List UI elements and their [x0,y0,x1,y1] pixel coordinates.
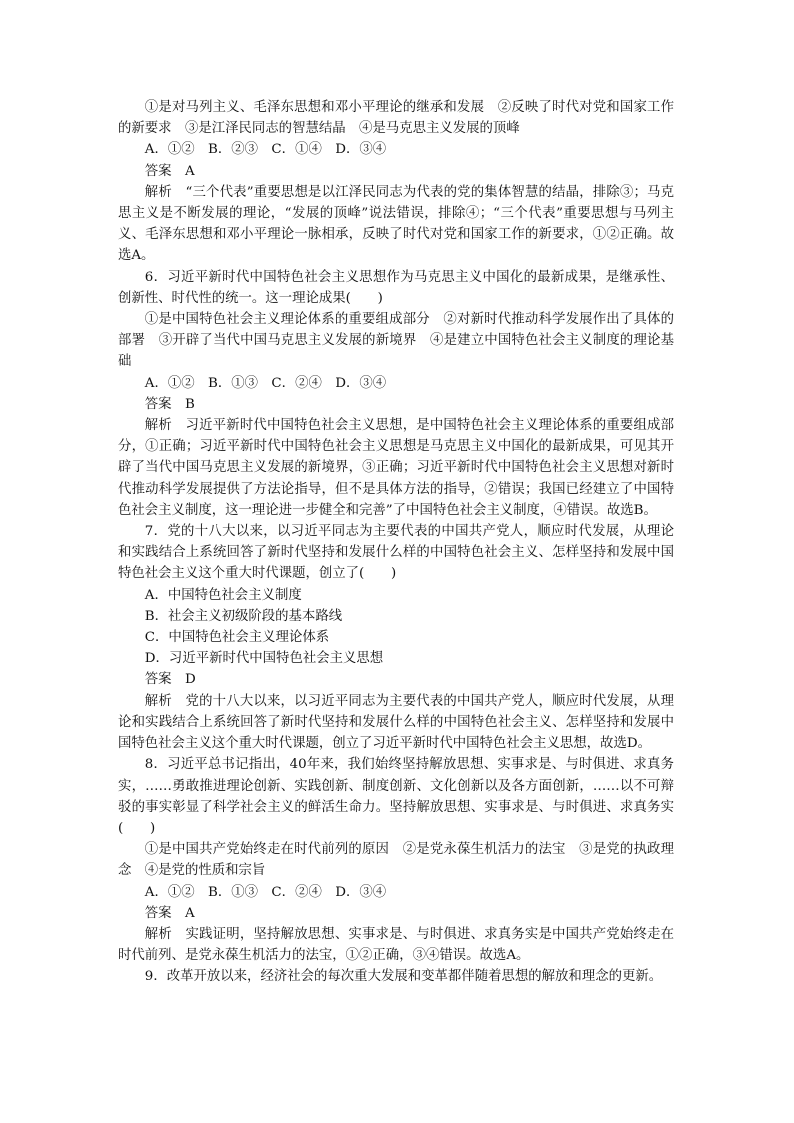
answer-line: 答案 A [144,163,195,179]
paragraph: 7．党的十八大以来，以习近平同志为主要代表的中国共产党人，顺应时代发展，从理论和实践结合上系统回答了新时代坚持和发展什么样的中国特色社会主义、怎样坚持和发展中国特色社会主义这个重大时代课题，创立了( ) [118,524,674,582]
paragraph: ①是对马列主义、毛泽东思想和邓小平理论的继承和发展 ②反映了时代对党和国家工作的新要求 ③是江泽民同志的智慧结晶 ④是马克思主义发展的顶峰 [118,100,674,137]
answer-line: 答案 A [144,905,195,921]
paragraph: 解析 “三个代表”重要思想是以江泽民同志为代表的党的集体智慧的结晶，排除③；马克思主义是不断发展的理论，“发展的顶峰”说法错误，排除④；“三个代表”重要思想与马列主义、毛泽东思想和邓小平理论一脉相承，反映了时代对党和国家工作的新要求，①②正确。故选A。 [118,184,674,264]
paragraph: 解析 实践证明，坚持解放思想、实事求是、与时俱进、求真务实是中国共产党始终走在时代前列、是党永葆生机活力的法宝，①②正确，③④错误。故选A。 [118,926,674,964]
paragraph: 解析 习近平新时代中国特色社会主义思想，是中国特色社会主义理论体系的重要组成部分，①正确；习近平新时代中国特色社会主义思想是马克思主义中国化的最新成果，可见其开辟了当代中国马克思主义发展的新境界，③正确；习近平新时代中国特色社会主义思想对新时代推动科学发展提供了方法论指导，但不是具体方法的指导，②错误；我国已经建立了中国特色社会主义制度，这一理论进一步健全和完善”了中国特色社会主义制度，④错误。故选B。 [118,418,674,518]
document-body [118,97,674,988]
option-line: C．中国特色社会主义理论体系 [144,630,330,646]
answer-choices: A．①② B．①③ C．②④ D．③④ [144,375,387,391]
answer-line: 答案 D [144,672,196,688]
option-line: D．习近平新时代中国特色社会主义思想 [144,651,384,667]
option-line: B．社会主义初级阶段的基本路线 [144,608,343,624]
answer-choices: A．①② B．①③ C．②④ D．③④ [144,884,387,900]
answer-choices: A．①② B．②③ C．①④ D．③④ [144,142,387,158]
paragraph: 解析 党的十八大以来，以习近平同志为主要代表的中国共产党人，顺应时代发展，从理论和实践结合上系统回答了新时代坚持和发展什么样的中国特色社会主义、怎样坚持和发展中国特色社会主义这个重大时代课题，创立了习近平新时代中国特色社会主义思想，故选D。 [118,693,674,752]
paragraph: ①是中国共产党始终走在时代前列的原因 ②是党永葆生机活力的法宝 ③是党的执政理念 ④是党的性质和宗旨 [118,842,674,879]
paragraph: ①是中国特色社会主义理论体系的重要组成部分 ②对新时代推动科学发展作出了具体的部署 ③开辟了当代中国马克思主义发展的新境界 ④是建立中国特色社会主义制度的理论基础 [118,312,674,370]
paragraph: 6．习近平新时代中国特色社会主义思想作为马克思主义中国化的最新成果，是继承性、创新性、时代性的统一。这一理论成果( ) [118,269,674,306]
answer-line: 答案 B [144,396,195,412]
option-line: A．中国特色社会主义制度 [144,587,302,603]
paragraph: 9．改革开放以来，经济社会的每次重大发展和变革都伴随着思想的解放和理念的更新。 [144,969,663,985]
paragraph: 8．习近平总书记指出，40年来，我们始终坚持解放思想、实事求是、与时俱进、求真务实，……勇敢推进理论创新、实践创新、制度创新、文化创新以及各方面创新，……以不可辩驳的事实彰显了科学社会主义的鲜活生命力。坚持解放思想、实事求是、与时俱进、求真务实( ) [118,757,674,836]
